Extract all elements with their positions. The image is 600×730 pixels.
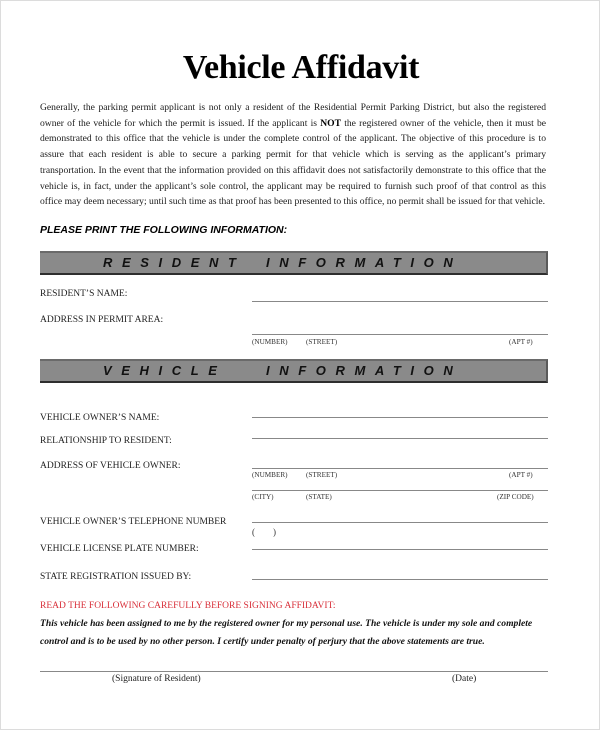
address-in-permit-area-field[interactable] — [252, 334, 548, 335]
telephone-number-field[interactable] — [252, 522, 548, 523]
zip-code-sublabel: (ZIP CODE) — [497, 493, 534, 501]
intro-paragraph — [40, 100, 546, 210]
number-sublabel: (NUMBER) — [252, 471, 288, 479]
vehicle-owner-city-state-zip-field[interactable] — [252, 490, 548, 491]
relationship-to-resident-label: RELATIONSHIP TO RESIDENT: — [40, 436, 172, 446]
state-registration-field[interactable] — [252, 579, 548, 580]
apt-sublabel: (APT #) — [509, 338, 533, 346]
state-registration-label: STATE REGISTRATION ISSUED BY: — [40, 572, 192, 582]
apt-sublabel: (APT #) — [509, 471, 533, 479]
intro-text-part1: Generally, the parking permit applicant is not only a resident of the Residential Permit Parking District, but also the registered owner of the vehicle for which the permit is issued. If the applicant is — [40, 102, 546, 129]
print-instructions-heading: PLEASE PRINT THE FOLLOWING INFORMATION: — [40, 224, 288, 236]
vehicle-owners-name-label: VEHICLE OWNER’S NAME: — [40, 413, 160, 423]
license-plate-number-label: VEHICLE LICENSE PLATE NUMBER: — [40, 544, 199, 554]
banner-word: RESIDENT — [103, 255, 246, 270]
street-sublabel: (STREET) — [306, 471, 338, 479]
license-plate-number-field[interactable] — [252, 549, 548, 550]
signature-field[interactable] — [40, 671, 548, 672]
residents-name-label: RESIDENT’S NAME: — [40, 289, 128, 299]
relationship-to-resident-field[interactable] — [252, 438, 548, 439]
banner-word: VEHICLE — [103, 363, 227, 378]
vehicle-owners-name-field[interactable] — [252, 417, 548, 418]
city-sublabel: (CITY) — [252, 493, 274, 501]
number-sublabel: (NUMBER) — [252, 338, 288, 346]
address-in-permit-area-label: ADDRESS IN PERMIT AREA: — [40, 315, 164, 325]
signing-warning: READ THE FOLLOWING CAREFULLY BEFORE SIGNING AFFIDAVIT: — [40, 601, 336, 611]
date-label: (Date) — [452, 674, 477, 684]
resident-information-banner — [40, 251, 548, 275]
area-code-parentheses: ( ) — [252, 527, 276, 537]
banner-word: INFORMATION — [266, 363, 463, 378]
vehicle-information-banner — [40, 359, 548, 383]
signature-of-resident-label: (Signature of Resident) — [112, 674, 201, 684]
street-sublabel: (STREET) — [306, 338, 338, 346]
document-title: Vehicle Affidavit — [182, 49, 420, 86]
certification-statement: This vehicle has been assigned to me by the registered owner for my personal use. The vehicle is under my sole and complete control and is to be used by no other person. I certify under penalty of perjury that the above statements are true. — [40, 618, 533, 647]
state-sublabel: (STATE) — [306, 493, 332, 501]
banner-word: INFORMATION — [266, 255, 463, 270]
residents-name-field[interactable] — [252, 301, 548, 302]
intro-text-part2: the registered owner of the vehicle, then it must be demonstrated to this office that the vehicle is under the complete control of the applicant. The objective of this procedure is to assure that each resident is able to secure a parking permit for that vehicle which is serving as the applicant’s primary transportation. In the event that the information provided on this affidavit does not satisfactorily demonstrate to this office that the vehicle is, in fact, under the applicant’s sole control, the applicant may be required to furnish such proof of that control as this office may deem necessary; until such time as that proof has been presented to this office, no permit shall be issued for that vehicle. — [40, 117, 547, 208]
address-of-vehicle-owner-label: ADDRESS OF VEHICLE OWNER: — [40, 461, 181, 471]
vehicle-owner-street-address-field[interactable] — [252, 468, 548, 469]
telephone-number-label: VEHICLE OWNER’S TELEPHONE NUMBER — [40, 517, 227, 527]
intro-emphasis-not: NOT — [320, 117, 341, 129]
